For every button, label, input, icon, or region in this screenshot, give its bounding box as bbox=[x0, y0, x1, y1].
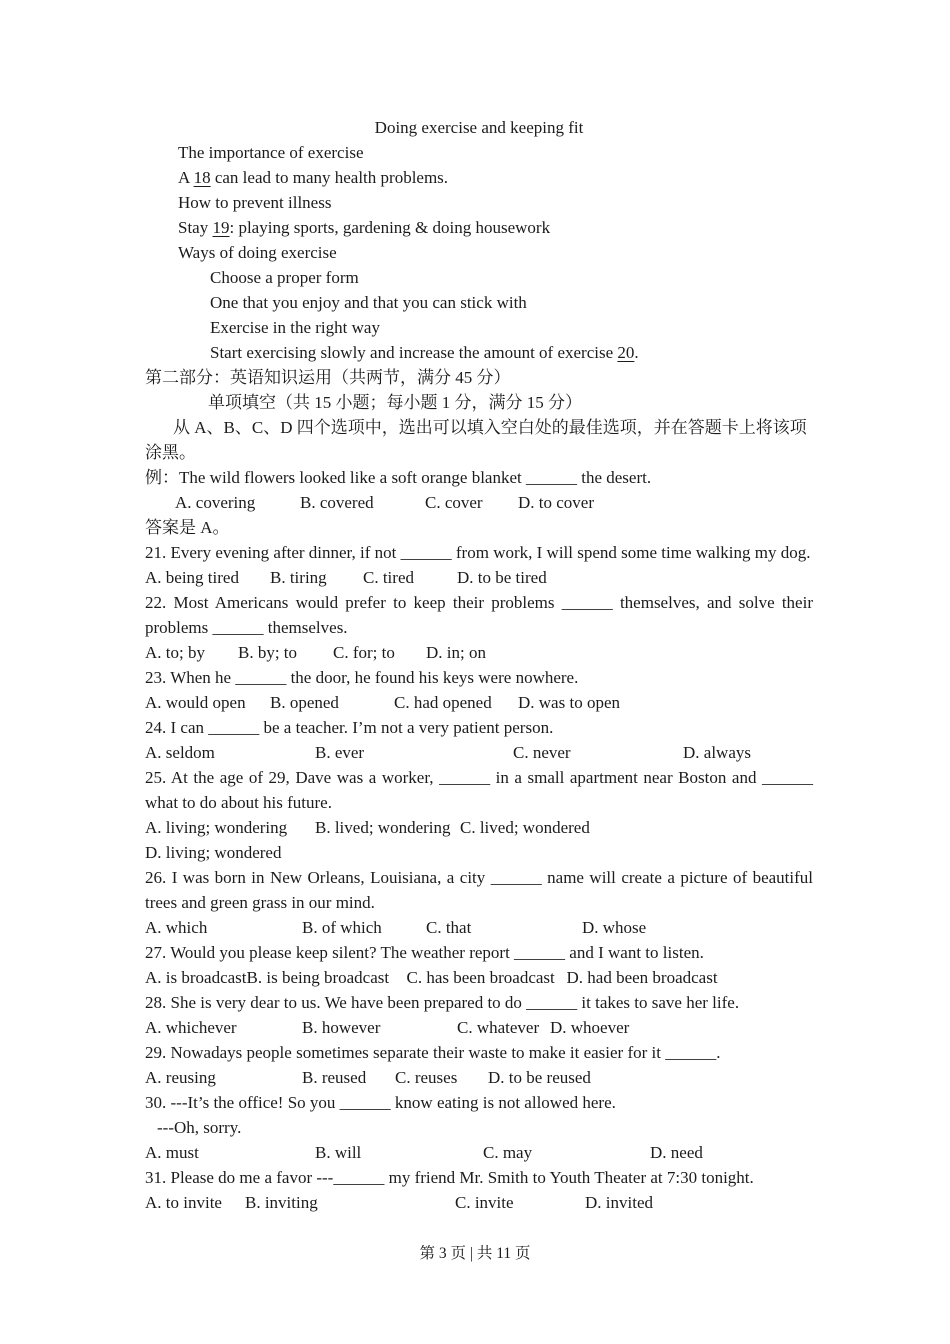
document-line: 26. I was born in New Orleans, Louisiana, a city ______ name will create a picture of beautiful bbox=[145, 868, 813, 887]
document-title: Doing exercise and keeping fit bbox=[374, 118, 584, 137]
options-row bbox=[145, 915, 813, 940]
option-item: C. may bbox=[483, 1143, 533, 1162]
option-item: C. that bbox=[426, 918, 472, 937]
text-segment: : playing sports, gardening & doing housework bbox=[229, 218, 551, 237]
option-item: D. whose bbox=[582, 918, 647, 937]
option-item: B. by; to bbox=[238, 643, 298, 662]
option-item: D. whoever bbox=[550, 1018, 630, 1037]
option-item: A. covering bbox=[175, 493, 256, 512]
option-item: A. to invite bbox=[145, 1193, 222, 1212]
document-line: 从 A、B、C、D 四个选项中，选出可以填入空白处的最佳选项，并在答题卡上将该项 bbox=[173, 418, 807, 437]
blank-number: 18 bbox=[193, 168, 211, 187]
option-item: C. had opened bbox=[394, 693, 492, 712]
document-line: 单项填空（共 15 小题；每小题 1 分，满分 15 分） bbox=[208, 393, 582, 412]
blank-number: 19 bbox=[212, 218, 230, 237]
document-line: problems ______ themselves. bbox=[145, 618, 348, 637]
option-item: D. to cover bbox=[518, 493, 595, 512]
text-segment: Start exercising slowly and increase the amount of exercise bbox=[210, 343, 618, 362]
page-footer bbox=[0, 1243, 950, 1265]
document-line: 27. Would you please keep silent? The weather report ______ and I want to listen. bbox=[145, 943, 704, 962]
option-item: D. had been broadcast bbox=[566, 968, 718, 987]
document-line: 30. ---It’s the office! So you ______ know eating is not allowed here. bbox=[145, 1093, 616, 1112]
option-item: D. need bbox=[650, 1143, 703, 1162]
document-line: Ways of doing exercise bbox=[178, 243, 337, 262]
document-line: 第二部分：英语知识运用（共两节，满分 45 分） bbox=[145, 368, 511, 387]
document-line: trees and green grass in our mind. bbox=[145, 893, 375, 912]
document-line: 例：The wild flowers looked like a soft orange blanket ______ the desert. bbox=[145, 468, 652, 487]
options-row bbox=[145, 1015, 813, 1040]
option-item: C. cover bbox=[425, 493, 483, 512]
document-line: Choose a proper form bbox=[210, 268, 359, 287]
document-line: ---Oh, sorry. bbox=[157, 1118, 242, 1137]
document-line: 28. She is very dear to us. We have been prepared to do ______ it takes to save her life. bbox=[145, 993, 740, 1012]
options-row bbox=[145, 1065, 813, 1090]
option-item: B. covered bbox=[300, 493, 374, 512]
options-row bbox=[145, 565, 813, 590]
option-item: D. to be reused bbox=[488, 1068, 591, 1087]
document-line: 21. Every evening after dinner, if not ______ from work, I will spend some time walking my dog. bbox=[145, 543, 811, 562]
option-item: C. never bbox=[513, 743, 571, 762]
document-line: what to do about his future. bbox=[145, 793, 332, 812]
option-item: C. lived; wondered bbox=[460, 818, 590, 837]
text-segment: can lead to many health problems. bbox=[210, 168, 449, 187]
option-item: A. to; by bbox=[145, 643, 205, 662]
option-item: D. was to open bbox=[518, 693, 620, 712]
options-row bbox=[145, 690, 813, 715]
option-item: B. however bbox=[302, 1018, 381, 1037]
option-item: B. opened bbox=[270, 693, 339, 712]
options-row bbox=[145, 640, 813, 665]
option-item: C. for; to bbox=[333, 643, 395, 662]
document-line bbox=[145, 340, 813, 365]
option-item: C. whatever bbox=[457, 1018, 540, 1037]
document-line: 22. Most Americans would prefer to keep their problems ______ themselves, and solve their bbox=[145, 593, 813, 612]
option-item: C. has been broadcast bbox=[406, 968, 555, 987]
document-line: 涂黑。 bbox=[145, 443, 196, 462]
option-item: A. would open bbox=[145, 693, 246, 712]
option-item: B. is being broadcast bbox=[246, 968, 390, 987]
option-item: A. must bbox=[145, 1143, 199, 1162]
text-segment: . bbox=[634, 343, 639, 362]
document-line: 24. I can ______ be a teacher. I’m not a very patient person. bbox=[145, 718, 554, 737]
document-body bbox=[145, 115, 813, 1215]
option-item: D. invited bbox=[585, 1193, 653, 1212]
option-item: A. reusing bbox=[145, 1068, 216, 1087]
options-row bbox=[145, 1140, 813, 1165]
document-line: 29. Nowadays people sometimes separate their waste to make it easier for it ______. bbox=[145, 1043, 721, 1062]
options-row bbox=[145, 740, 813, 765]
option-item: C. invite bbox=[455, 1193, 514, 1212]
document-line: 25. At the age of 29, Dave was a worker, ______ in a small apartment near Boston and ______ bbox=[145, 768, 813, 787]
option-item: A. being tired bbox=[145, 568, 239, 587]
options-row bbox=[145, 1190, 813, 1215]
option-item: D. to be tired bbox=[457, 568, 547, 587]
option-item: B. reused bbox=[302, 1068, 367, 1087]
page-number-text: 第 3 页 | 共 11 页 bbox=[419, 1245, 531, 1262]
options-row bbox=[145, 965, 813, 990]
text-segment: Stay bbox=[178, 218, 213, 237]
document-line: D. living; wondered bbox=[145, 843, 282, 862]
document-line bbox=[145, 165, 813, 190]
blank-number: 20 bbox=[617, 343, 635, 362]
option-item: B. inviting bbox=[245, 1193, 318, 1212]
document-line: 23. When he ______ the door, he found his keys were nowhere. bbox=[145, 668, 579, 687]
option-item: B. tiring bbox=[270, 568, 327, 587]
options-row bbox=[145, 815, 813, 840]
option-item: D. always bbox=[683, 743, 751, 762]
document-line bbox=[145, 215, 813, 240]
options-row bbox=[145, 490, 813, 515]
option-item: B. will bbox=[315, 1143, 362, 1162]
document-line: The importance of exercise bbox=[178, 143, 364, 162]
option-item: A. which bbox=[145, 918, 208, 937]
option-item: B. lived; wondering bbox=[315, 818, 451, 837]
document-line: Exercise in the right way bbox=[210, 318, 380, 337]
option-item: A. living; wondering bbox=[145, 818, 288, 837]
document-line: How to prevent illness bbox=[178, 193, 332, 212]
option-item: A. whichever bbox=[145, 1018, 237, 1037]
document-line: One that you enjoy and that you can stick with bbox=[210, 293, 527, 312]
option-item: A. is broadcast bbox=[145, 968, 247, 987]
document-line: 31. Please do me a favor ---______ my friend Mr. Smith to Youth Theater at 7:30 tonight. bbox=[145, 1168, 754, 1187]
text-segment: A bbox=[178, 168, 194, 187]
document-line: 答案是 A。 bbox=[145, 518, 230, 537]
option-item: A. seldom bbox=[145, 743, 215, 762]
option-item: C. tired bbox=[363, 568, 414, 587]
option-item: D. in; on bbox=[426, 643, 486, 662]
option-item: B. of which bbox=[302, 918, 382, 937]
option-item: B. ever bbox=[315, 743, 365, 762]
option-item: C. reuses bbox=[395, 1068, 458, 1087]
